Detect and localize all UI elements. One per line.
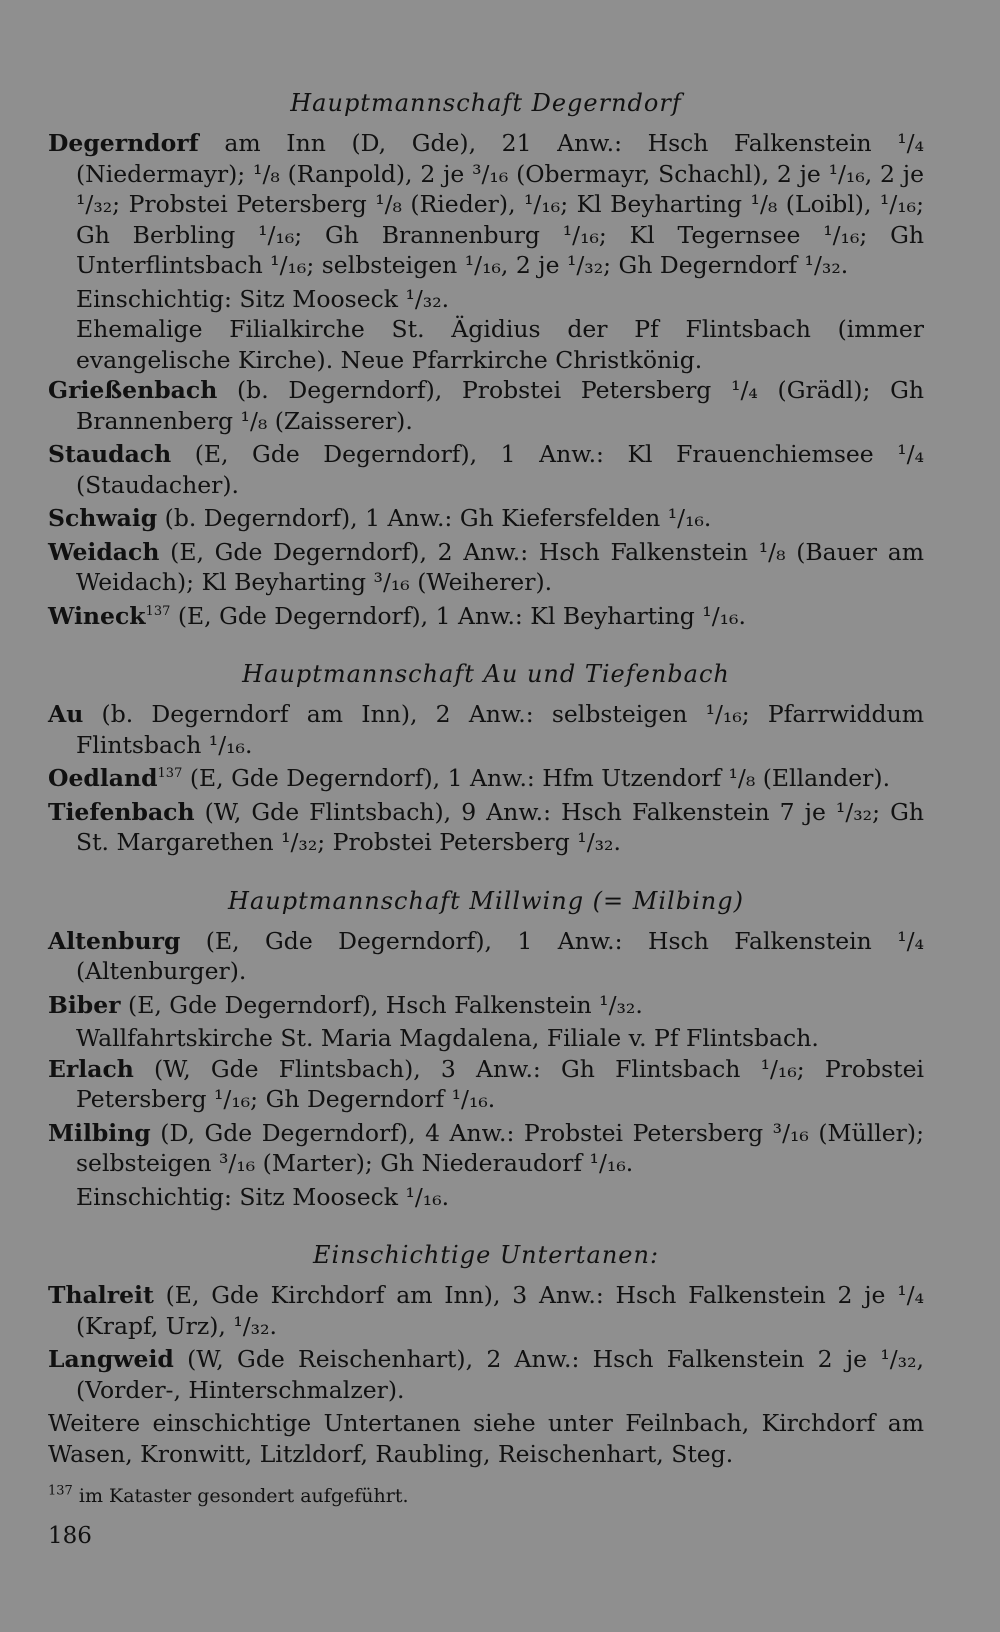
place-description: (D, Gde Degerndorf), 4 Anw.: Probstei Petersberg ³/₁₆ (Müller); selbsteigen ³/₁₆ (Marter); Gh Niederaudorf ¹/₁₆.: [76, 1118, 924, 1177]
entry-note: Wallfahrtskirche St. Maria Magdalena, Filiale v. Pf Flintsbach.: [76, 1024, 819, 1052]
entry-note: Ehemalige Filialkirche St. Ägidius der Pf Flintsbach (immer evangelische Kirche). Neue Pfarrkirche Christkönig.: [76, 315, 924, 374]
footnote-number: 137: [48, 1483, 73, 1499]
section: [48, 88, 924, 631]
place-description: (E, Gde Degerndorf), 2 Anw.: Hsch Falkenstein ¹/₈ (Bauer am Weidach); Kl Beyharting ³/₁₆ (Weiherer).: [76, 537, 924, 596]
place-description: (E, Gde Kirchdorf am Inn), 3 Anw.: Hsch Falkenstein 2 je ¹/₄ (Krapf, Urz), ¹/₃₂.: [76, 1281, 924, 1340]
place-name: Altenburg: [48, 926, 181, 955]
place-name: Staudach: [48, 440, 172, 468]
page-number: 186: [48, 1523, 92, 1549]
footnote-ref: 137: [157, 766, 183, 782]
place-entry: [48, 537, 924, 598]
place-name: Degerndorf: [48, 129, 199, 157]
entry-note: Einschichtig: Sitz Mooseck ¹/₁₆.: [76, 1182, 450, 1211]
place-entry: [48, 1344, 924, 1405]
place-name: Wineck: [48, 601, 146, 630]
place-description: (E, Gde Degerndorf), 1 Anw.: Kl Frauenchiemsee ¹/₄ (Staudacher).: [76, 440, 924, 499]
place-name: Langweid: [48, 1345, 174, 1373]
place-entry: [48, 375, 924, 436]
place-name: Erlach: [48, 1054, 134, 1083]
place-description: (b. Degerndorf am Inn), 2 Anw.: selbsteigen ¹/₁₆; Pfarrwiddum Flintsbach ¹/₁₆.: [76, 700, 924, 759]
place-description: (E, Gde Degerndorf), 1 Anw.: Hfm Utzendorf ¹/₈ (Ellander).: [182, 764, 891, 792]
place-entry: [48, 763, 924, 794]
place-entry: [48, 128, 924, 281]
place-entry: [48, 503, 924, 534]
place-name: Tiefenbach: [48, 797, 195, 826]
place-entry: [48, 1054, 924, 1115]
section-heading: Hauptmannschaft Au und Tiefenbach: [242, 660, 730, 688]
place-description: (b. Degerndorf), 1 Anw.: Gh Kiefersfelden ¹/₁₆.: [157, 504, 712, 532]
place-entry: [48, 1118, 924, 1179]
footnote-text: im Kataster gesondert aufgeführt.: [72, 1485, 409, 1507]
place-entry: [48, 699, 924, 760]
place-entry: [48, 439, 924, 500]
place-description: (E, Gde Degerndorf), Hsch Falkenstein ¹/₃₂.: [120, 990, 643, 1019]
place-description: am Inn (D, Gde), 21 Anw.: Hsch Falkenstein ¹/₄ (Niedermayr); ¹/₈ (Ranpold), 2 je ³/₁₆ (Obermayr, Schachl), 2 je ¹/₁₆, 2 je ¹/₃₂; Probstei Petersberg ¹/₈ (Rieder), ¹/₁₆; Kl Beyharting ¹/₈ (Loibl), ¹/₁₆; Gh Berbling ¹/₁₆; Gh Brannenburg ¹/₁₆; Kl Tegernsee ¹/₁₆; Gh Unterflintsbach ¹/₁₆; selbsteigen ¹/₁₆, 2 je ¹/₃₂; Gh Degerndorf ¹/₃₂.: [76, 129, 924, 279]
place-description: (W, Gde Flintsbach), 9 Anw.: Hsch Falkenstein 7 je ¹/₃₂; Gh St. Margarethen ¹/₃₂; Probstei Petersberg ¹/₃₂.: [76, 797, 924, 856]
place-name: Thalreit: [48, 1281, 154, 1309]
place-name: Au: [48, 700, 84, 728]
place-name: Biber: [48, 990, 121, 1019]
document-page: [48, 88, 924, 1549]
closing-remark: Weitere einschichtige Untertanen siehe unter Feilnbach, Kirchdorf am Wasen, Kronwitt, Litzldorf, Raubling, Reischenhart, Steg.: [48, 1409, 924, 1468]
place-entry: [48, 1280, 924, 1341]
place-entry: [48, 601, 924, 632]
place-description: (W, Gde Flintsbach), 3 Anw.: Gh Flintsbach ¹/₁₆; Probstei Petersberg ¹/₁₆; Gh Degerndorf ¹/₁₆.: [76, 1054, 924, 1113]
section-heading: Einschichtige Untertanen:: [312, 1241, 660, 1269]
place-entry: [48, 797, 924, 858]
place-entry: [48, 990, 924, 1021]
place-description: (W, Gde Reischenhart), 2 Anw.: Hsch Falkenstein 2 je ¹/₃₂, (Vorder-, Hinterschmalzer).: [76, 1345, 924, 1404]
place-name: Weidach: [48, 537, 160, 566]
section: [48, 1240, 924, 1469]
section-heading: Hauptmannschaft Millwing (= Milbing): [228, 886, 744, 915]
place-entry: [48, 926, 924, 987]
section: [48, 886, 924, 1213]
entry-note: Einschichtig: Sitz Mooseck ¹/₃₂.: [76, 284, 450, 313]
place-name: Schwaig: [48, 504, 158, 532]
place-name: Oedland: [48, 764, 158, 792]
place-description: (E, Gde Degerndorf), 1 Anw.: Hsch Falkenstein ¹/₄ (Altenburger).: [76, 926, 924, 985]
footnote: [48, 1483, 924, 1509]
place-description: (E, Gde Degerndorf), 1 Anw.: Kl Beyharting ¹/₁₆.: [170, 601, 746, 630]
footnote-ref: 137: [145, 603, 171, 619]
place-name: Grießenbach: [48, 376, 218, 404]
section-heading: Hauptmannschaft Degerndorf: [290, 89, 682, 117]
place-name: Milbing: [48, 1118, 151, 1147]
section: [48, 659, 924, 858]
place-description: (b. Degerndorf), Probstei Petersberg ¹/₄ (Grädl); Gh Brannenberg ¹/₈ (Zaisserer).: [76, 376, 924, 435]
